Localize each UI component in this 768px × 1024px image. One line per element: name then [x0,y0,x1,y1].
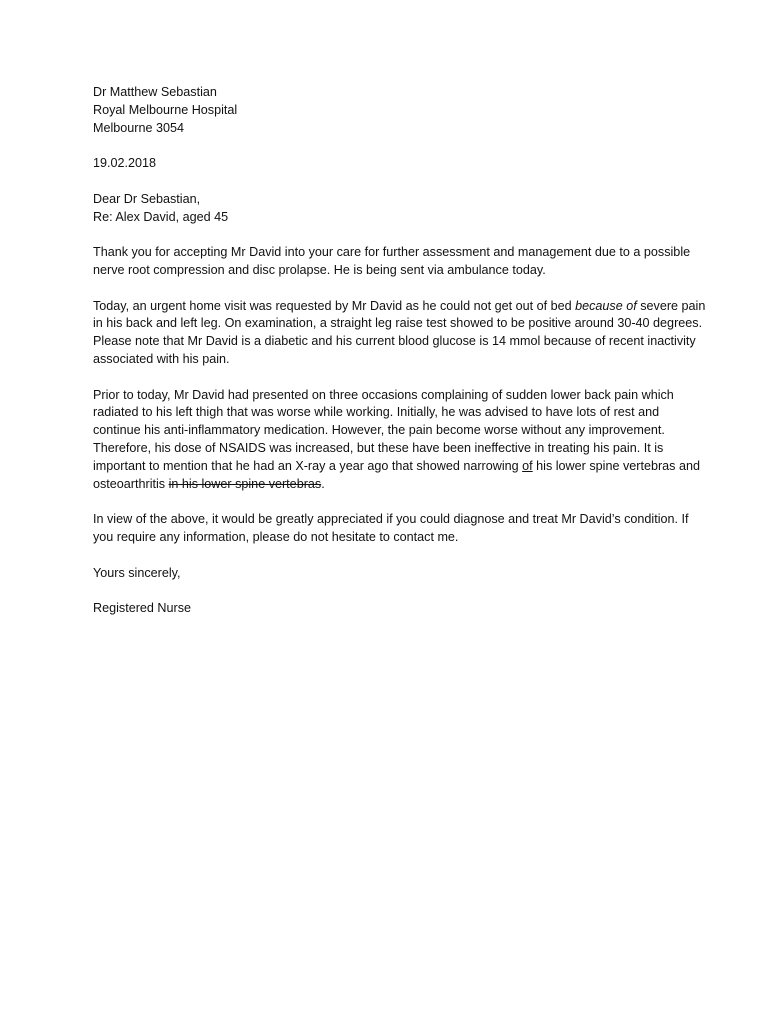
salutation: Dear Dr Sebastian, [93,191,201,206]
paragraph-2-text-a: Today, an urgent home visit was requested by Mr David as he could not get out of bed [93,298,576,313]
paragraph-3-text-c: . [321,476,325,491]
recipient-address [93,84,708,137]
paragraph-1: Thank you for accepting Mr David into your care for further assessment and management due to a possible nerve root compression and disc prolapse. He is being sent via ambulance today. [93,245,691,277]
paragraph-2-text-b: severe pain in his back and left leg. On examination, a straight leg raise test showed to be positive around 30-40 degrees. Please note that Mr David is a diabetic and his current blood glucose is 14 mmol because of recent inactivity associated with his pain. [93,298,706,366]
paragraph-3-text-a: Prior to today, Mr David had presented on three occasions complaining of sudden lower back pain which radiated to his left thigh that was worse while working. Initially, he was advised to have lots of rest and continue his anti-inflammatory medication. However, the pain become worse without any improvement. Therefore, his dose of NSAIDS was increased, but these have been ineffective in treating his pain. It is important to mention that he had an X-ray a year ago that showed narrowing [93,387,674,473]
closing: Yours sincerely, [93,565,181,580]
salutation-block [93,191,708,227]
recipient-institution: Royal Melbourne Hospital [93,102,238,117]
recipient-city: Melbourne 3054 [93,120,185,135]
signature: Registered Nurse [93,601,191,616]
letter-date: 19.02.2018 [93,156,157,171]
re-line: Re: Alex David, aged 45 [93,209,229,224]
paragraph-3 [93,387,708,494]
paragraph-3-underlined: of [522,458,533,473]
paragraph-2 [93,298,708,369]
paragraph-3-text-b: his lower spine vertebras and osteoarthritis [93,458,700,491]
paragraph-3-strikethrough: in his lower spine vertebras [168,476,322,491]
recipient-name: Dr Matthew Sebastian [93,85,217,99]
paragraph-4: In view of the above, it would be greatly appreciated if you could diagnose and treat Mr David’s condition. If you require any information, please do not hesitate to contact me. [93,512,689,544]
paragraph-2-emphasis: because of [575,298,637,313]
